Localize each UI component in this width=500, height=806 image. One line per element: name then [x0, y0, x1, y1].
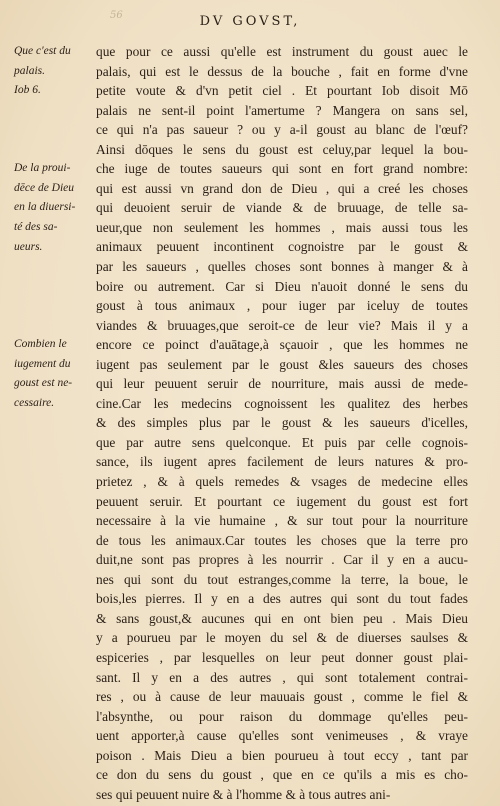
text-line: peuuent seruir. Et pourtant ce iugement du goust est fort — [96, 493, 468, 509]
text-line: sance, ils iugent apres facilement de leurs natures & pro- — [96, 454, 468, 470]
text-line: palais, qui est le dessus de la bouche , fait en forme d'vne — [96, 63, 468, 79]
margin-note-line: iugement du — [14, 357, 71, 370]
folio-number: 56 — [110, 10, 123, 21]
margin-note — [14, 42, 100, 101]
text-line: ce don du sens du goust , que en ce qu'ils a mis es cho- — [96, 767, 468, 783]
margin-note — [14, 159, 100, 257]
text-line: viandes & bruuages,que seroit-ce de leur vie? Mais il y a — [96, 317, 468, 333]
text-line: che iuge de toutes saueurs qui sont en fort grand nombre: — [96, 161, 468, 177]
text-line: goust à tous animaux , pour iuger par iceluy de toutes — [96, 298, 468, 314]
margin-note-line: De la proui- — [14, 162, 71, 175]
margin-note-line: goust est ne- — [14, 377, 73, 390]
margin-note-line: palais. — [14, 64, 45, 77]
text-line: res , ou à cause de leur mauuais goust , comme le fiel & — [96, 689, 468, 705]
text-line: cine.Car les medecins cognoissent les qualitez des herbes — [96, 395, 468, 411]
text-line: qui leur peuuent seruir de nourriture, mais aussi de mede- — [96, 376, 468, 392]
margin-note-line: en la diuersi- — [14, 201, 76, 214]
running-head: DV GOVST, — [199, 14, 301, 29]
text-line: uent apporter,à cause qu'elles sont venimeuses , & vraye — [96, 728, 468, 744]
text-line: duit,ne sont pas propres à les nourrir . Car il y en a aucu- — [96, 552, 468, 568]
margin-note-line: ueurs. — [14, 240, 43, 253]
text-line: & des simples plus par le goust & les saueurs d'icelles, — [96, 415, 468, 431]
text-line: espiceries , par lesquelles on leur peut donner goust plai- — [96, 649, 468, 665]
text-line: que pour ce aussi qu'elle est instrument du goust auec le — [96, 44, 468, 59]
margin-note-line: dēce de Dieu — [14, 181, 75, 194]
margin-note-line: té des sa- — [14, 221, 58, 234]
text-line: bois,les pierres. Il y en a des autres qui sont du tout fades — [96, 591, 468, 607]
margin-note-line: Combien le — [14, 338, 67, 351]
text-line: sant. Il y en a des autres , qui sont totalement contrai- — [96, 669, 468, 685]
text-line: boire ou autrement. Car si Dieu n'auoit donné le sens du — [96, 278, 468, 294]
margin-note-line: cessaire. — [14, 397, 55, 410]
text-line: qui deuoient seruir de viande & de bruuage, de telle sa- — [96, 200, 468, 216]
text-line: palais ne sent-il point l'amertume ? Mangera on sans sel, — [96, 102, 468, 118]
body-text — [96, 42, 468, 804]
text-line: poison . Mais Dieu a bien pourueu à tout eccy , tant par — [96, 747, 468, 763]
text-line: Ainsi dōques le sens du goust est celuy,par lequel la bou- — [96, 141, 468, 157]
text-line: ueur,que non seulement les hommes , mais aussi tous les — [96, 219, 468, 235]
text-line: necessaire à la vie humaine , & sur tout pour la nourriture — [96, 513, 468, 529]
text-line: prietez , & à quels remedes & vsages de medecine elles — [96, 474, 468, 490]
text-line: qui est aussi vn grand don de Dieu , qui a creé les choses — [96, 180, 468, 196]
text-line: de tous les animaux.Car toutes les choses que la terre pro — [96, 532, 468, 548]
text-line: & sans goust,& aucunes qui en ont bien peu . Mais Dieu — [96, 610, 468, 626]
text-line: l'absynthe, ou pour raison du dommage qu'elles peu- — [96, 708, 468, 724]
text-line: ses qui peuuent nuire & à l'homme & à tous autres ani- — [96, 786, 391, 802]
text-line: encore ce poinct d'auātage,à sçauoir , que les hommes ne — [96, 337, 468, 353]
text-line: ce qui n'a pas saueur ? ou y a-il goust au blanc de l'œuf? — [96, 122, 468, 138]
text-line: que par autre sens quelconque. Et puis par celle cognois- — [96, 434, 468, 450]
margin-note-line: Que c'est du — [14, 45, 71, 57]
margin-note-line: Iob 6. — [14, 84, 41, 97]
text-line: petite voute & d'vn petit ciel . Et pourtant Iob disoit Mō — [96, 83, 468, 99]
margin-note — [14, 335, 100, 413]
text-line: par les saueurs , quelles choses sont bonnes à manger & à — [96, 259, 468, 275]
text-line: nes qui sont du tout estranges,comme la terre, la boue, le — [96, 571, 468, 587]
text-line: y a pourueu par le moyen du sel & de diuerses saulses & — [96, 630, 468, 646]
text-line: iugent pas seulement par le goust &les saueurs des choses — [96, 356, 468, 372]
text-line: animaux peuuent incontinent cognoistre par le goust & — [96, 239, 468, 255]
